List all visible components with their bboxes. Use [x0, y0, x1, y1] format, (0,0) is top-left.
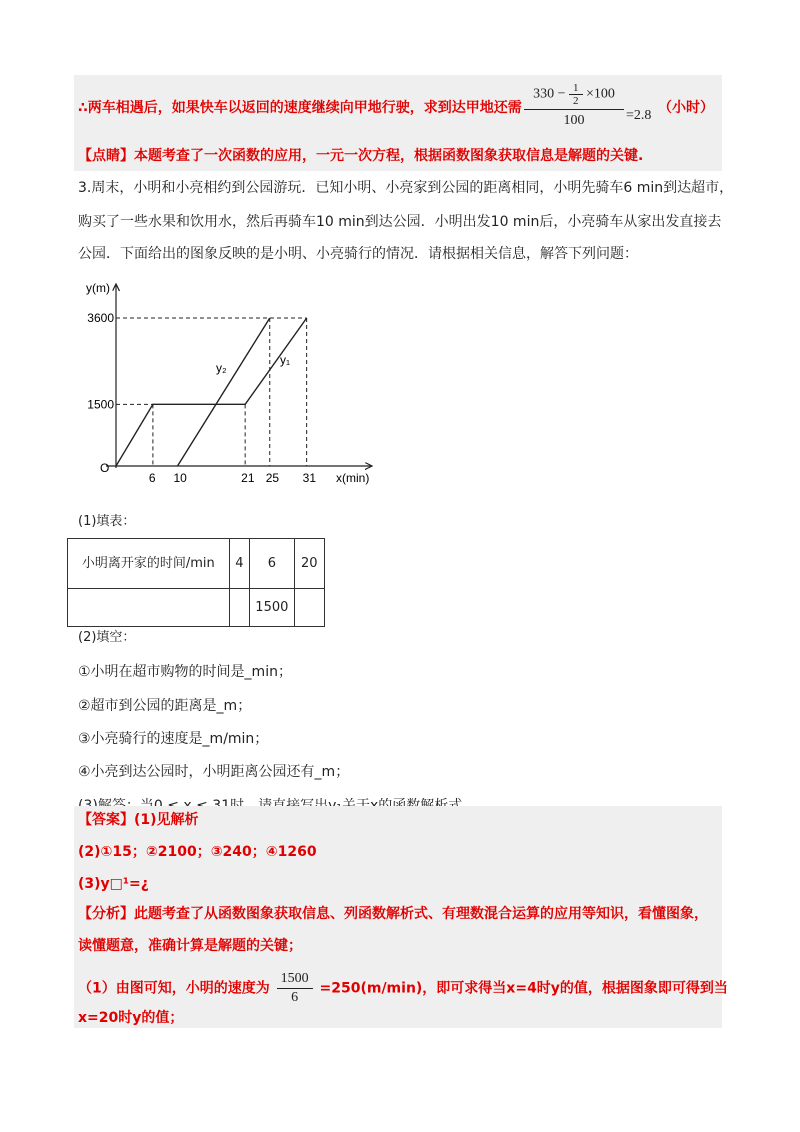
origin-label: O — [100, 461, 110, 475]
part2-label: (2)填空： — [78, 630, 136, 645]
conclusion-line — [78, 98, 522, 118]
series-line-2 — [178, 318, 270, 466]
y-axis-label: y(m) — [86, 281, 110, 295]
x-tick-label: 31 — [302, 471, 317, 485]
tick-layer — [87, 311, 316, 485]
analysis-line-3-mid: =250(m/min)，即可求得当x=4时y的值，根据图象即可得到当 — [319, 980, 728, 997]
table-row2-label — [68, 589, 230, 627]
table-cell-6: 1500 — [250, 589, 294, 627]
point-note: 【点睛】本题考查了一次函数的应用，一元一次方程，根据函数图象获取信息是解题的关键. — [78, 148, 644, 164]
guide-lines — [116, 318, 307, 466]
series-label-y1: y₁ — [280, 353, 291, 367]
blank-2: ②超市到公园的距离是_m； — [78, 698, 252, 714]
problem-line-3: 公园．下面给出的图象反映的是小明、小亮骑行的情况．请根据相关信息，解答下列问题： — [78, 246, 638, 262]
answer-line-3: (3)y□¹=¿ — [78, 876, 149, 892]
table-cell-4 — [229, 589, 249, 627]
answer-line-2: (2)①15；②2100；③240；④1260 — [78, 844, 317, 860]
x-tick-label: 21 — [241, 471, 255, 485]
table-cell-20 — [294, 589, 324, 627]
table-col-4: 4 — [229, 539, 249, 589]
series-label-y2: y₂ — [216, 361, 227, 375]
y-tick-label: 1500 — [87, 397, 114, 412]
analysis-line-3 — [78, 970, 728, 1007]
analysis-line-3-prefix: （1）由图可知，小明的速度为 — [78, 980, 270, 997]
x-tick-label: 25 — [265, 471, 280, 485]
blank-4: ④小亮到达公园时，小明距离公园还有_m； — [78, 764, 350, 780]
problem-line-2: 购买了一些水果和饮用水，然后再骑车10 min到达公园．小明出发10 min后，小亮骑车从家出发直接去 — [78, 214, 722, 230]
series-line-1 — [116, 318, 307, 466]
table-col-6: 6 — [250, 539, 294, 589]
blank-3: ③小亮骑行的速度是_m/min； — [78, 731, 269, 747]
table-header-cell: 小明离开家的时间/min — [68, 539, 230, 589]
speed-fraction: $\frac{1500}{6}$ — [277, 970, 313, 1007]
conclusion-prefix: ∴两车相遇后，如果快车以返回的速度继续向甲地行驶，求到达甲地还需 — [78, 100, 522, 116]
analysis-line-2: 读懂题意，准确计算是解题的关键； — [78, 938, 302, 954]
part1-label: (1)填表： — [78, 514, 136, 529]
x-tick-label: 6 — [148, 471, 156, 485]
y-tick-label: 3600 — [87, 311, 114, 325]
blank-1: ①小明在超市购物的时间是_min； — [78, 664, 292, 680]
problem-line-1: 3.周末，小明和小亮相约到公园游玩．已知小明、小亮家到公园的距离相同，小明先骑车6 min到达超市， — [78, 180, 734, 196]
function-graph — [70, 278, 390, 498]
x-tick-label: 10 — [173, 471, 187, 485]
answer-line-1: 【答案】(1)见解析 — [78, 812, 199, 828]
conclusion-result: =2.8 — [626, 108, 652, 123]
conclusion-fraction: 330 − $\frac{1}{2}$ ×100 100 — [524, 82, 624, 129]
x-axis-label: x(min) — [336, 471, 370, 485]
series-layer — [116, 318, 307, 466]
analysis-line-4: x=20时y的值； — [78, 1010, 184, 1026]
table-col-20: 20 — [294, 539, 324, 589]
fill-table — [67, 538, 325, 627]
conclusion-unit: （小时） — [658, 100, 714, 116]
analysis-line-1: 【分析】此题考查了从函数图象获取信息、列函数解析式、有理数混合运算的应用等知识，看懂图象， — [78, 906, 708, 922]
